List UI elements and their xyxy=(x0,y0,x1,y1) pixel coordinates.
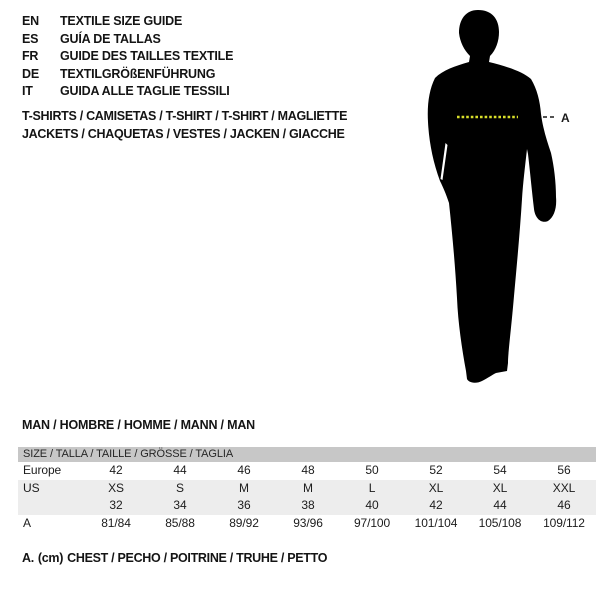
size-cell: S xyxy=(176,480,184,495)
garment-categories xyxy=(22,108,347,143)
size-cell: 52 xyxy=(429,463,443,477)
size-cell: XS xyxy=(108,480,124,495)
size-cell: 105/108 xyxy=(478,515,522,530)
row-label xyxy=(18,497,84,515)
size-cell: 89/92 xyxy=(229,515,259,530)
table-row-europe xyxy=(18,462,596,480)
size-cell: 46 xyxy=(557,498,571,512)
size-cell: M xyxy=(303,480,313,495)
size-cell: 34 xyxy=(173,498,187,512)
size-cell: 38 xyxy=(301,498,315,512)
footnote-prefix: A. xyxy=(22,551,34,565)
size-cell: 54 xyxy=(493,463,507,477)
row-label: US xyxy=(23,480,40,495)
lang-row-fr xyxy=(22,48,233,66)
footnote-unit: (cm) xyxy=(37,551,64,565)
row-label: Europe xyxy=(23,463,62,477)
size-cell: 97/100 xyxy=(353,515,391,530)
category-tshirts: T-SHIRTS / CAMISETAS / T-SHIRT / T-SHIRT / MAGLIETTE xyxy=(22,109,348,123)
size-cell: L xyxy=(368,480,376,495)
size-cell: 36 xyxy=(237,498,251,512)
lang-code: ES xyxy=(22,31,39,46)
lang-label: GUIDA ALLE TAGLIE TESSILI xyxy=(60,84,230,98)
lang-label: GUIDE DES TAILLES TEXTILE xyxy=(60,49,234,63)
size-cell: 40 xyxy=(365,498,379,512)
lang-row-it xyxy=(22,83,233,101)
lang-label: TEXTILGRÖßENFÜHRUNG xyxy=(60,66,216,81)
lang-code: FR xyxy=(22,49,39,63)
size-cell: 101/104 xyxy=(414,515,458,530)
section-title-man: MAN / HOMBRE / HOMME / MANN / MAN xyxy=(22,418,255,432)
size-cell: 93/96 xyxy=(293,515,323,530)
lang-row-es xyxy=(22,31,233,49)
size-cell: XL xyxy=(428,480,444,495)
table-row-chest-a xyxy=(18,515,596,533)
size-cell: 42 xyxy=(109,463,123,477)
table-row-numeric xyxy=(18,497,596,515)
size-cell: 44 xyxy=(173,463,187,477)
lang-code: IT xyxy=(22,84,33,98)
lang-label: GUÍA DE TALLAS xyxy=(60,31,161,46)
size-cell: XXL xyxy=(552,480,576,495)
size-cell: 109/112 xyxy=(543,515,585,530)
measure-label-a: A xyxy=(561,111,570,125)
category-jackets: JACKETS / CHAQUETAS / VESTES / JACKEN / GIACCHE xyxy=(22,126,345,141)
size-cell: 56 xyxy=(557,463,571,477)
man-silhouette-figure xyxy=(370,5,580,390)
man-silhouette xyxy=(370,5,580,390)
size-table xyxy=(18,447,596,532)
language-list xyxy=(22,13,233,101)
lang-label: TEXTILE SIZE GUIDE xyxy=(60,14,183,28)
lang-row-en xyxy=(22,13,233,31)
size-cell: XL xyxy=(492,480,508,495)
size-cell: 85/88 xyxy=(165,515,195,530)
silhouette-body xyxy=(428,10,556,383)
size-table-header: SIZE / TALLA / TAILLE / GRÖSSE / TAGLIA xyxy=(18,447,596,462)
size-cell: 50 xyxy=(365,463,379,477)
size-cell: 81/84 xyxy=(101,515,131,530)
size-cell: 42 xyxy=(429,498,443,512)
measurement-footnote xyxy=(22,551,331,565)
size-cell: 48 xyxy=(301,463,315,477)
table-row-us xyxy=(18,480,596,498)
lang-row-de xyxy=(22,66,233,84)
size-cell: M xyxy=(239,480,249,495)
footnote-label: CHEST / PECHO / POITRINE / TRUHE / PETTO xyxy=(67,551,328,565)
size-cell: 46 xyxy=(237,463,251,477)
lang-code: DE xyxy=(22,66,39,81)
size-cell: 32 xyxy=(109,498,123,512)
row-label: A xyxy=(23,515,31,530)
size-cell: 44 xyxy=(493,498,507,512)
lang-code: EN xyxy=(22,14,39,28)
